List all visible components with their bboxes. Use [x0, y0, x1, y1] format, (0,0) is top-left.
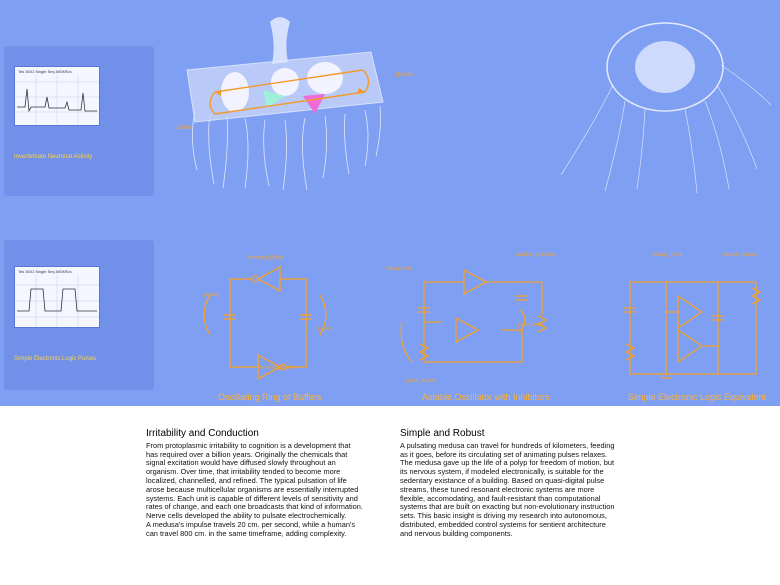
buffer-lower	[456, 318, 478, 342]
inverting-buffer-top	[258, 267, 280, 291]
section-simple-robust	[400, 430, 640, 539]
body-line: has required over a billion years. Originally the chemicals that	[146, 449, 348, 459]
body-line: rates of change, and each one broadcasts that kind of information.	[146, 502, 363, 512]
comparator-upper	[678, 296, 702, 328]
oscilloscope-caption: Invertebrate Neuronal Activity	[14, 154, 93, 160]
body-line: A medusa's impulse travels 20 cm. per second, while a human's	[146, 519, 356, 529]
circuit2-caption: Astable Oscillator with Inhibitors	[422, 392, 550, 402]
circuit1-label-bottom: Inverting_Buffer	[260, 365, 296, 371]
jellyfish-label-left: pulses	[175, 125, 193, 131]
oscilloscope-caption: Simple Electronic Logic Pulses	[14, 356, 97, 362]
circuit2-label-top-right: variable_inhibition	[515, 252, 556, 258]
neuronal-waveform	[15, 67, 99, 125]
body-line: localized, channelled, and refined. The typical pulsation of life	[146, 475, 347, 485]
circuit1-caption: Oscillating Ring of Buffers	[218, 392, 322, 402]
section-title: Simple and Robust	[400, 428, 485, 439]
oscilloscope-header: Tek 3001 Single Seq 500MS/s	[18, 69, 72, 74]
logic-pulse-waveform	[15, 267, 99, 327]
circuit-astable-oscillator	[398, 252, 548, 382]
oscilloscope-screen	[14, 266, 100, 328]
body-line: flexible, accomodating, and fault-resistant than computational	[400, 493, 601, 503]
body-line: as it goes, before its circulating set of animating pulses relaxes.	[400, 449, 608, 459]
body-line: organism. Over time, that irritability tended to become more	[146, 467, 341, 477]
body-line: The medusa gave up the life of a polyp for freedom of motion, but	[400, 458, 615, 468]
circuit-logic-equivalent	[618, 252, 768, 382]
body-line: sets. This basic insight is driving my research into autonomous,	[400, 511, 607, 521]
circuit3-label-top-left: voltage_Feed	[652, 252, 683, 258]
oscilloscope-header: Tek 3001 Single Seq 500MS/s	[18, 269, 72, 274]
oscilloscope-top	[4, 46, 154, 196]
body-line: distributed, embedded control systems for sentient architecture	[400, 519, 606, 529]
jellyfish-diagram	[175, 10, 415, 195]
section-title: Irritability and Conduction	[146, 428, 259, 439]
body-line: arose because multicellular organisms are essentially interrupted	[146, 484, 359, 494]
body-line: its nervous system, if modeled electronically, is suitable for the	[400, 467, 604, 477]
oscilloscope-screen	[14, 66, 100, 126]
body-line: Nerve cells developed the ability to pulsate electrochemically.	[146, 511, 347, 521]
section-irritability	[146, 430, 386, 539]
body-line: sedentary existance of a building. Based on quasi-digital pulse	[400, 475, 605, 485]
body-line: systems. Each unit is capable of different levels of sensitivity and	[146, 493, 358, 503]
comparator-lower	[678, 330, 702, 362]
circuit1-label-left: pulses	[204, 292, 219, 298]
body-line: can travel 800 cm. in the same timeframe, adding complexity.	[146, 528, 347, 538]
body-line: A pulsating medusa can travel for hundreds of kilometers, feeding	[400, 440, 615, 450]
circuit1-label-top: Inverting_Buffer	[248, 255, 284, 261]
circuit1-label-right: pulses	[318, 326, 333, 332]
oscilloscope-bottom	[4, 240, 154, 390]
body-line: systems that are built on exacting but non-evolutionary instruction	[400, 502, 615, 512]
body-line: and nervous building components.	[400, 528, 513, 538]
buffer-upper	[464, 270, 486, 294]
circuit2-label-bottom: pulse_Sensor	[406, 378, 437, 384]
circuit3-label-top-right: variable_Sensor	[722, 252, 759, 258]
circuit2-label-left: voltage rate	[386, 266, 413, 272]
jellyfish-photo	[555, 5, 775, 205]
jellyfish-label-right: pulses	[396, 72, 414, 78]
body-line: streams, these tuned resonant electronic systems are more	[400, 484, 595, 494]
body-line: From protoplasmic irritability to cognition is a development that	[146, 440, 351, 450]
body-line: signal excitation would have diffused slowly throughout an	[146, 458, 336, 468]
circuit2-label-right: pulse width	[518, 322, 544, 328]
circuit3-caption: Simple Electronic Logic Equivalent	[628, 392, 767, 402]
